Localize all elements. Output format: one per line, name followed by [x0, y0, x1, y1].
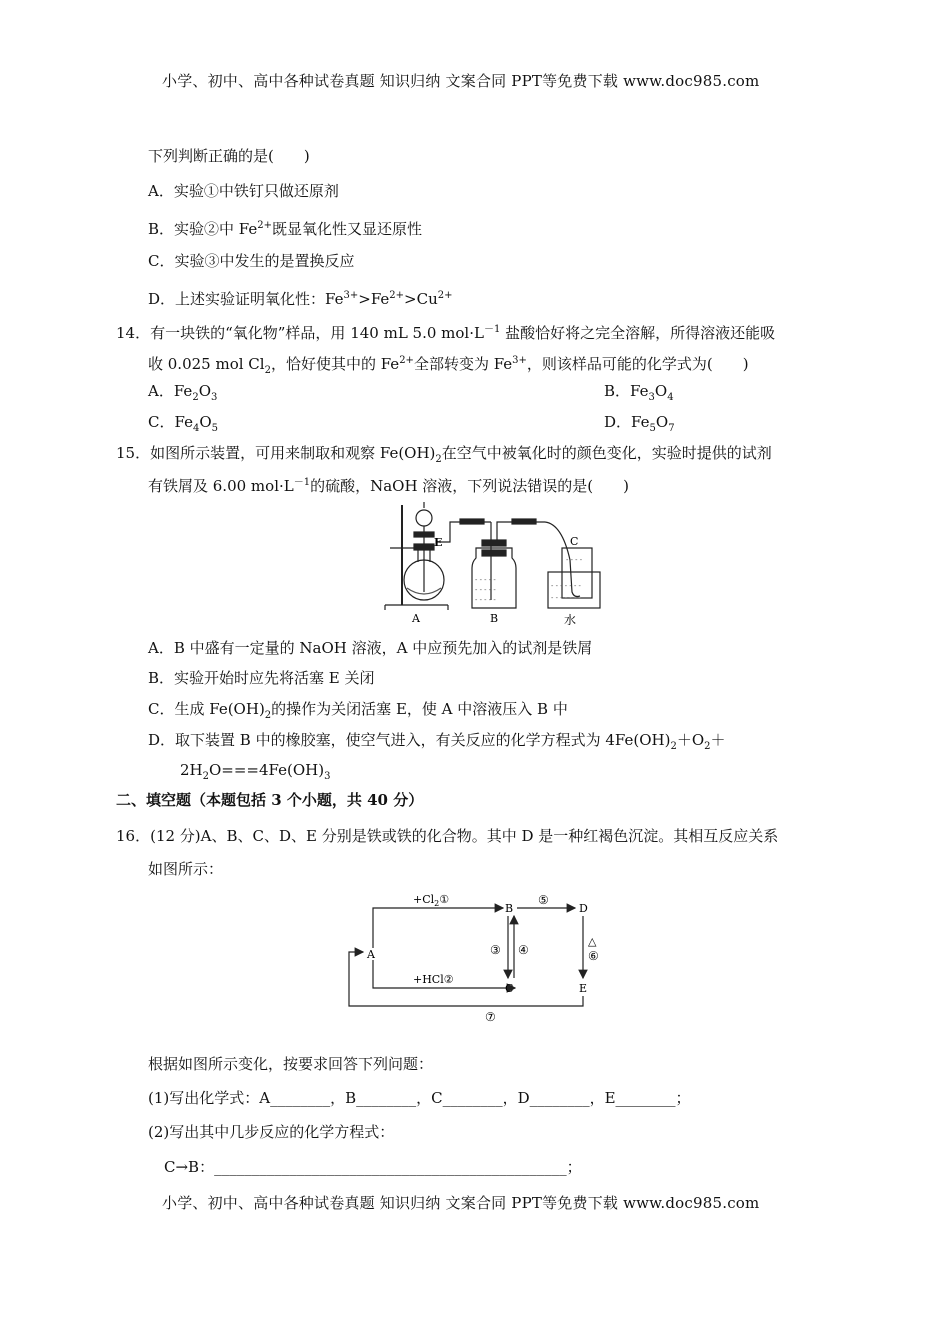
node-e: E: [579, 982, 588, 995]
q16-reaction-diagram: [345, 890, 610, 1025]
q16-instruction: 根据如图所示变化，按要求回答下列问题：: [148, 1055, 434, 1073]
svg-text:- - - - -: - - - - -: [475, 576, 496, 584]
q16-part2: (2)写出其中几步反应的化学方程式：: [148, 1123, 395, 1141]
node-c: C: [505, 982, 514, 995]
q14-option-c: C．$Fe_4O_5$: [148, 413, 219, 434]
node-b: B: [505, 902, 514, 915]
reaction-1-label: $+Cl_2①$: [413, 893, 450, 908]
q15-option-d-line1: D．取下装置 B 中的橡胶塞，使空气进入，有关反应的化学方程式为 $4Fe(OH)_2+O_2+$: [148, 731, 726, 752]
q13-option-c: C．实验③中发生的是置换反应: [148, 252, 355, 270]
fig-label-e: E: [434, 536, 443, 549]
q15-option-d-line2: $2H_2O===4Fe(OH)_3$: [180, 761, 331, 782]
q16-stem-line1: 16．(12 分)A、B、C、D、E 分别是铁或铁的化合物。其中 D 是一种红褐色沉淀。其相互反应关系: [116, 827, 779, 845]
reaction-2-label: +HCl②: [413, 973, 454, 986]
fig-label-water: 水: [564, 613, 577, 627]
q15-stem-line1: 15．如图所示装置，可用来制取和观察 $Fe(OH)_2$在空气中被氧化时的颜色变化，实验时提供的试剂: [116, 444, 772, 465]
q16-c-to-b: C→B：_______________________________________________；: [164, 1158, 582, 1176]
fig-label-c: C: [570, 535, 579, 548]
svg-text:- - - -: - - - -: [566, 556, 583, 564]
q14-stem-line2: 收 0.025 mol $Cl_2$，恰好使其中的 $Fe^{2+}$全部转变为 $Fe^{3+}$，则该样品可能的化学式为( ): [148, 355, 749, 376]
reaction-3-label: ③: [490, 943, 501, 957]
node-d: D: [579, 902, 588, 915]
q14-stem-line1: 14．有一块铁的“氧化物”样品，用 140 mL 5.0 $mol\cdot L^{-1}$ 盐酸恰好将之完全溶解，所得溶液还能吸: [116, 324, 776, 342]
q15-apparatus-figure: [380, 500, 605, 628]
fig-label-b: B: [490, 612, 499, 625]
svg-text:- - - - -: - - - - -: [475, 596, 496, 604]
reaction-5-label: ⑤: [538, 893, 549, 907]
fig-label-a: A: [412, 612, 420, 625]
q13-option-d: D．上述实验证明氧化性：$Fe^{3+}>Fe^{2+}>Cu^{2+}$: [148, 290, 453, 308]
heat-symbol: △: [588, 935, 597, 948]
reaction-6-label: ⑥: [588, 949, 599, 963]
q14-option-a: A．$Fe_2O_3$: [148, 382, 218, 403]
section-title: 二、填空题（本题包括 3 个小题，共 40 分）: [116, 791, 424, 809]
q15-option-b: B．实验开始时应先将活塞 E 关闭: [148, 669, 375, 687]
q15-option-c: C．生成 $Fe(OH)_2$的操作为关闭活塞 E，使 A 中溶液压入 B 中: [148, 700, 568, 721]
q14-option-b: B．$Fe_3O_4$: [604, 382, 674, 403]
svg-text:- - - - -: - - - - -: [475, 586, 496, 594]
q13-option-b: B．实验②中 $Fe^{2+}$既显氧化性又显还原性: [148, 220, 423, 238]
q15-stem-line2: 有铁屑及 6.00 $mol\cdot L^{-1}$的硫酸，NaOH 溶液，下列说法错误的是( ): [148, 477, 630, 495]
reaction-4-label: ④: [518, 943, 529, 957]
q14-option-d: D．$Fe_5O_7$: [604, 413, 675, 434]
reaction-7-label: ⑦: [485, 1010, 496, 1024]
node-a: A: [367, 948, 375, 961]
q16-stem-line2: 如图所示：: [148, 860, 224, 878]
svg-text:- - - - - - -: - - - - - - -: [551, 594, 581, 602]
q13-stem: 下列判断正确的是( ): [148, 147, 310, 165]
q15-option-a: A．B 中盛有一定量的 NaOH 溶液，A 中应预先加入的试剂是铁屑: [148, 639, 593, 657]
page-footer: 小学、初中、高中各种试卷真题 知识归纳 文案合同 PPT等免费下载 www.doc985.com: [162, 1194, 760, 1212]
svg-text:- - - - - - -: - - - - - - -: [551, 582, 581, 590]
q13-option-a: A．实验①中铁钉只做还原剂: [148, 182, 339, 200]
q16-part1: (1)写出化学式：A________，B________，C________，D________，E________；: [148, 1089, 691, 1107]
page-header: 小学、初中、高中各种试卷真题 知识归纳 文案合同 PPT等免费下载 www.doc985.com: [162, 72, 760, 90]
